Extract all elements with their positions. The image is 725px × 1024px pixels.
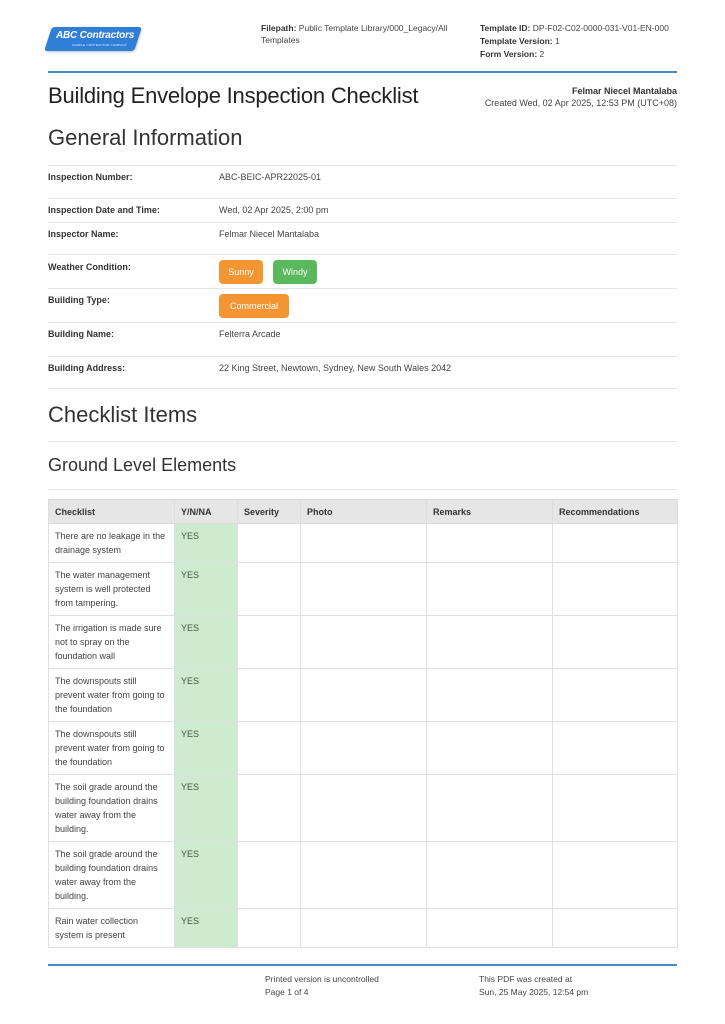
template-version-label: Template Version: [480,36,553,46]
severity-cell [238,524,301,563]
remarks-cell [427,563,553,616]
remarks-cell [427,842,553,909]
severity-cell [238,722,301,775]
column-header-photo: Photo [301,500,427,524]
pdf-created-label: This PDF was created at [479,974,573,984]
footer-print-info [265,973,379,999]
field-value: Felterra Arcade [219,329,281,339]
header-divider [48,71,677,73]
photo-cell [301,722,427,775]
photo-cell [301,775,427,842]
filepath-value: Public Template Library/000_Legacy/All Templates [261,23,448,45]
column-header-ynna: Y/N/NA [175,500,238,524]
form-version-label: Form Version: [480,49,538,59]
form-version-value: 2 [539,49,545,59]
divider [48,254,677,255]
severity-cell [238,775,301,842]
remarks-cell [427,669,553,722]
table-header-row [49,500,678,524]
table-row [49,669,678,722]
column-header-remarks: Remarks [427,500,553,524]
answer-cell: YES [175,909,238,948]
severity-cell [238,909,301,948]
general-information-heading: General Information [48,125,243,150]
template-meta [480,22,700,61]
divider [48,198,677,199]
logo-tagline: SAMPLE CONTRACTOR COMPANY [72,43,127,47]
table-row [49,524,678,563]
checklist-item: The soil grade around the building foundation drains water away from the building. [49,842,175,909]
divider [48,489,677,490]
template-id-label: Template ID: [480,23,531,33]
column-header-severity: Severity [238,500,301,524]
table-row [49,842,678,909]
divider [48,322,677,323]
footer-pdf-info [479,973,588,999]
logo-company-name: ABC Contractors [56,30,135,41]
severity-cell [238,563,301,616]
recommendations-cell [553,524,678,563]
section-ground-level-elements: Ground Level Elements [48,455,237,475]
divider [48,356,677,357]
remarks-cell [427,616,553,669]
remarks-cell [427,524,553,563]
checklist-item: There are no leakage in the drainage system [49,524,175,563]
answer-cell: YES [175,722,238,775]
column-header-recommendations: Recommendations [553,500,678,524]
photo-cell [301,563,427,616]
answer-cell: YES [175,616,238,669]
recommendations-cell [553,775,678,842]
table-row [49,775,678,842]
page-header [0,0,725,72]
recommendations-cell [553,616,678,669]
checklist-items-heading: Checklist Items [48,402,198,427]
checklist-item: The downspouts still prevent water from going to the foundation [49,669,175,722]
recommendations-cell [553,669,678,722]
severity-cell [238,616,301,669]
divider [48,388,677,389]
page-number: Page 1 of 4 [265,987,309,997]
checklist-table [48,499,678,948]
field-label: Inspection Number: [48,172,133,182]
field-value: Wed, 02 Apr 2025, 2:00 pm [219,205,329,215]
answer-cell: YES [175,842,238,909]
field-label: Building Address: [48,363,126,373]
recommendations-cell [553,842,678,909]
field-label: Inspection Date and Time: [48,205,160,215]
author-name: Felmar Niecel Mantalaba [571,86,677,96]
field-value: Felmar Niecel Mantalaba [219,229,320,239]
checklist-item: The soil grade around the building foundation drains water away from the building. [49,775,175,842]
field-label: Building Type: [48,295,110,305]
uncontrolled-notice: Printed version is uncontrolled [265,974,379,984]
checklist-item: Rain water collection system is present [49,909,175,948]
table-row [49,722,678,775]
document-title: Building Envelope Inspection Checklist [48,83,419,108]
template-id-value: DP-F02-C02-0000-031-V01-EN-000 [532,23,669,33]
footer-divider [48,964,677,966]
badge-sunny: Sunny [219,260,263,284]
filepath-label: Filepath: [261,23,297,33]
template-version-value: 1 [554,36,560,46]
photo-cell [301,524,427,563]
remarks-cell [427,722,553,775]
created-timestamp: Created Wed, 02 Apr 2025, 12:53 PM (UTC+08) [484,98,677,108]
photo-cell [301,909,427,948]
severity-cell [238,842,301,909]
pdf-created-value: Sun, 25 May 2025, 12:54 pm [479,987,589,997]
column-header-checklist: Checklist [49,500,175,524]
photo-cell [301,842,427,909]
photo-cell [301,616,427,669]
field-label: Inspector Name: [48,229,119,239]
field-label: Weather Condition: [48,262,131,272]
remarks-cell [427,909,553,948]
badge-windy: Windy [273,260,317,284]
divider [48,441,677,442]
field-value: ABC-BEIC-APR22025-01 [219,172,322,182]
recommendations-cell [553,909,678,948]
company-logo [48,27,138,52]
answer-cell: YES [175,669,238,722]
divider [48,288,677,289]
recommendations-cell [553,722,678,775]
severity-cell [238,669,301,722]
answer-cell: YES [175,563,238,616]
field-value: 22 King Street, Newtown, Sydney, New South Wales 2042 [219,363,452,373]
divider [48,222,677,223]
remarks-cell [427,775,553,842]
filepath-meta [261,22,461,46]
field-label: Building Name: [48,329,115,339]
table-row [49,563,678,616]
answer-cell: YES [175,775,238,842]
answer-cell: YES [175,524,238,563]
table-row [49,909,678,948]
checklist-item: The water management system is well protected from tampering. [49,563,175,616]
recommendations-cell [553,563,678,616]
divider [48,165,677,166]
checklist-item: The irrigation is made sure not to spray on the foundation wall [49,616,175,669]
photo-cell [301,669,427,722]
badge-commercial: Commercial [219,294,289,318]
created-info [485,85,677,109]
checklist-item: The downspouts still prevent water from going to the foundation [49,722,175,775]
table-row [49,616,678,669]
